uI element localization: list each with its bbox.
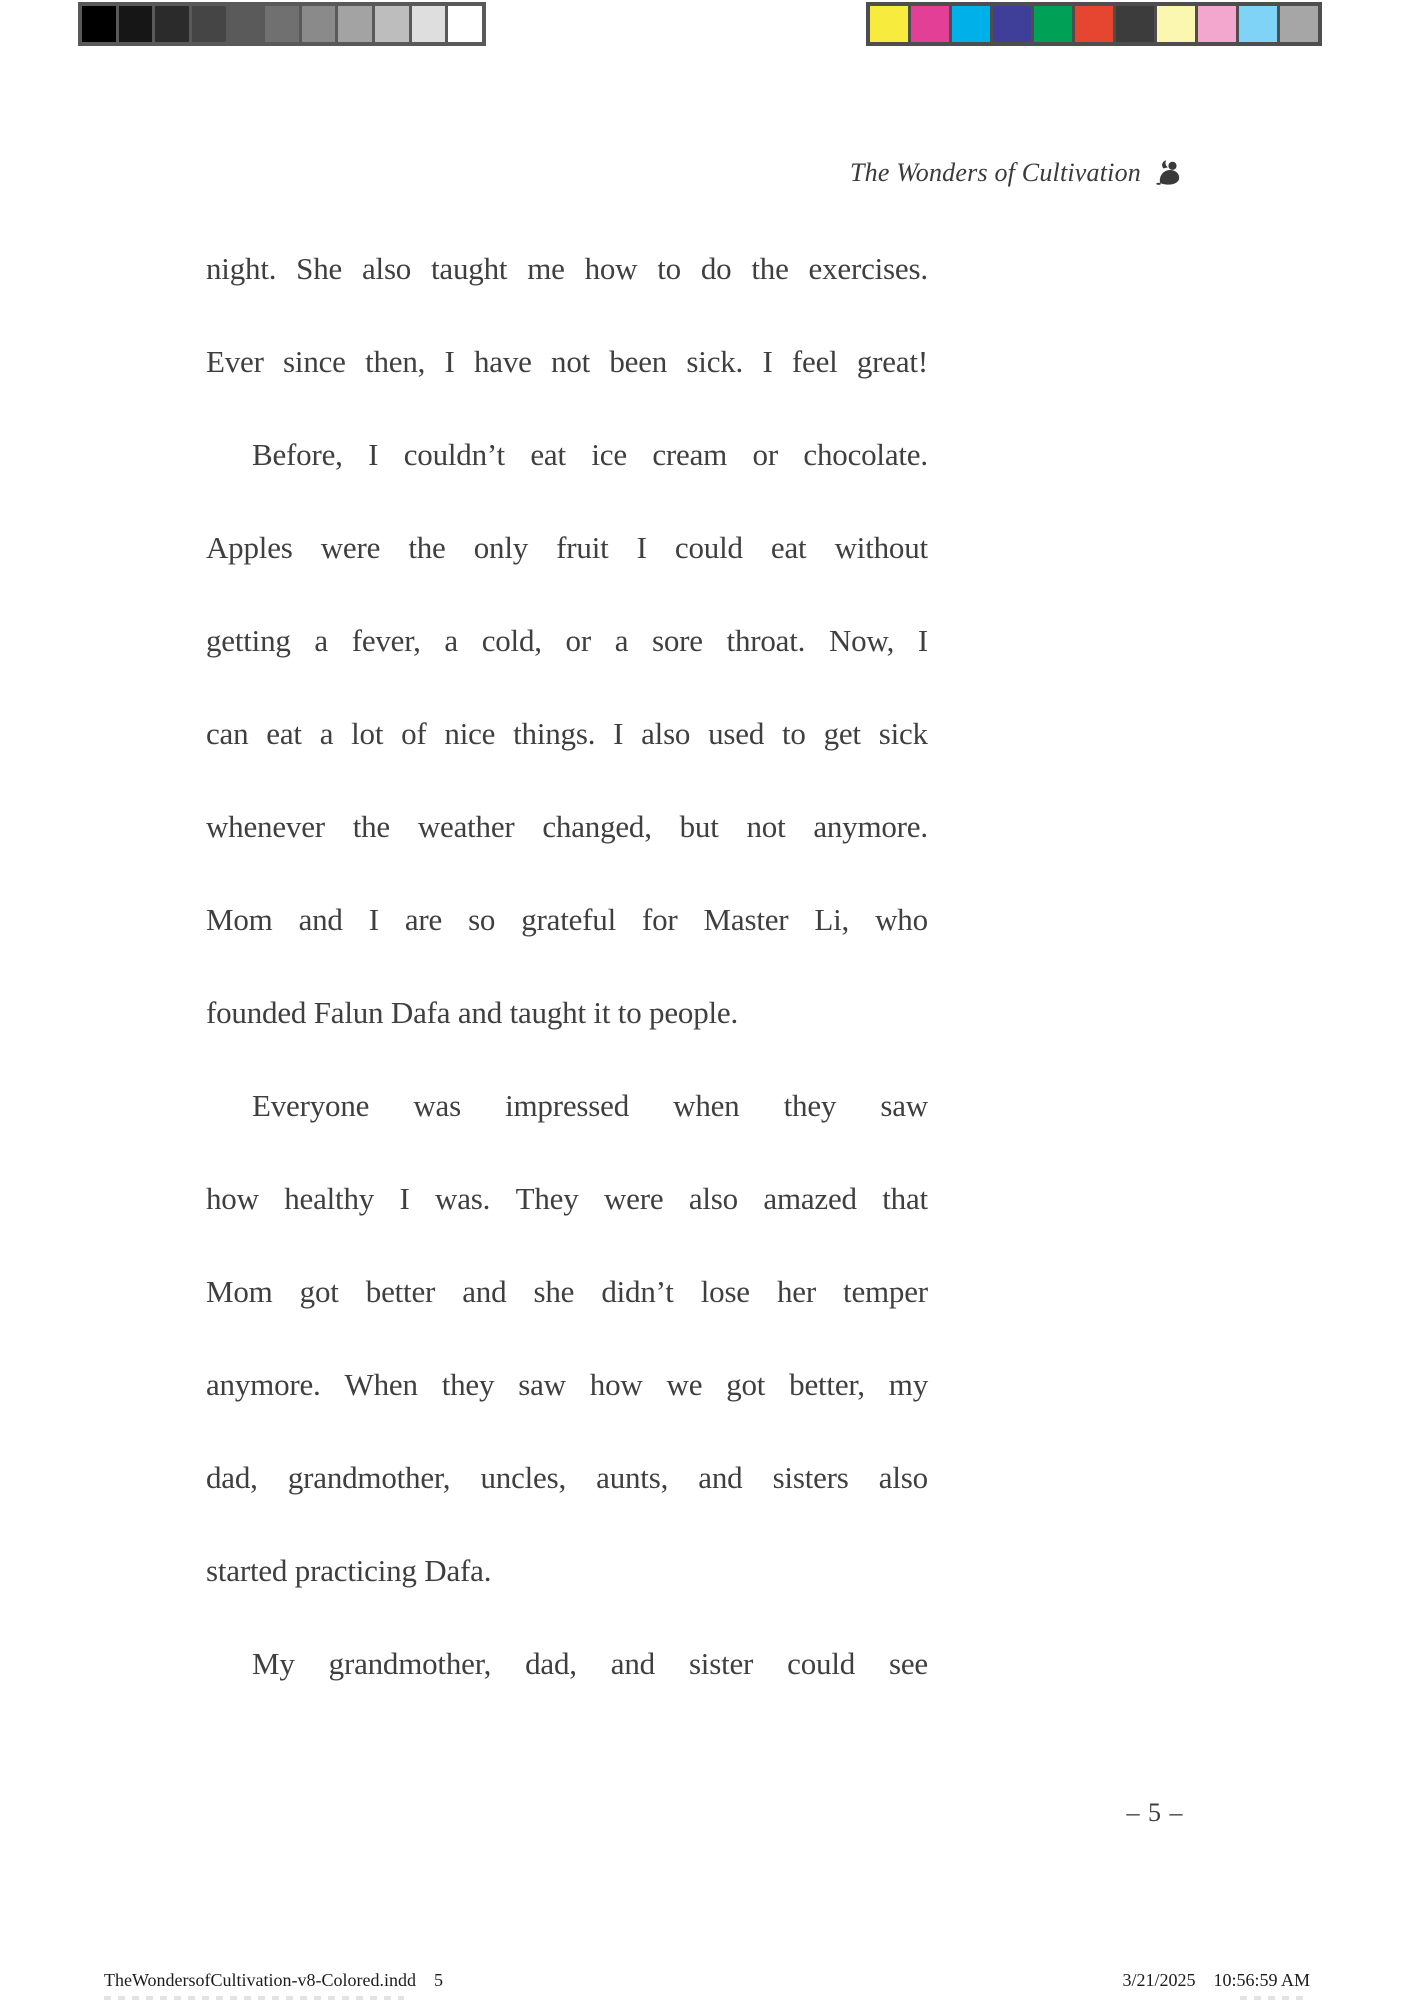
calibration-swatch [192,6,226,42]
meditator-ornament-icon [1150,158,1186,188]
clipped-text-artifact [104,1996,404,2000]
body-text-line: can eat a lot of nice things. I also used to get sick [206,716,928,751]
body-text [206,222,928,1710]
calibration-swatch [229,6,263,42]
body-text-line: Mom got better and she didn’t lose her temper [206,1274,928,1309]
grayscale-calibration-bar [78,2,486,46]
calibration-swatch [911,6,949,42]
body-text-line: started practicing Dafa. [206,1553,492,1588]
calibration-swatch [1280,6,1318,42]
calibration-swatch [1239,6,1277,42]
body-text-line: getting a fever, a cold, or a sore throat. Now, I [206,623,928,658]
body-text-line: Mom and I are so grateful for Master Li, who [206,902,928,937]
slug-timestamp [1122,1970,1310,1991]
calibration-swatch [119,6,153,42]
calibration-swatch [302,6,336,42]
calibration-swatch [265,6,299,42]
calibration-swatch [1198,6,1236,42]
calibration-swatch [338,6,372,42]
calibration-swatch [952,6,990,42]
body-text-line: night. She also taught me how to do the exercises. [206,251,928,286]
calibration-swatch [155,6,189,42]
calibration-swatch [993,6,1031,42]
color-calibration-bar [866,2,1322,46]
body-text-line: Before, I couldn’t eat ice cream or chocolate. [252,437,928,472]
running-title: The Wonders of Cultivation [850,158,1141,187]
calibration-swatch [1116,6,1154,42]
calibration-swatch [448,6,482,42]
slug-document-name: TheWondersofCultivation-v8-Colored.indd [104,1970,416,1990]
calibration-swatch [82,6,116,42]
calibration-swatch [375,6,409,42]
calibration-swatch [1034,6,1072,42]
body-text-line: Apples were the only fruit I could eat without [206,530,928,565]
body-text-line: My grandmother, dad, and sister could see [252,1646,928,1681]
calibration-swatch [1075,6,1113,42]
slug-page-indicator: 5 [434,1970,443,1990]
body-text-line: Everyone was impressed when they saw [252,1088,928,1123]
calibration-swatch [412,6,446,42]
page-number: – 5 – [1126,1798,1184,1827]
calibration-swatch [870,6,908,42]
body-text-line: founded Falun Dafa and taught it to people. [206,995,739,1030]
body-text-line: anymore. When they saw how we got better, my [206,1367,928,1402]
body-text-line: dad, grandmother, uncles, aunts, and sisters also [206,1460,928,1495]
running-header [850,158,1186,188]
slug-date: 3/21/2025 [1122,1970,1196,1990]
slug-filename [104,1970,443,1991]
calibration-swatch [1157,6,1195,42]
body-text-line: Ever since then, I have not been sick. I feel great! [206,344,928,379]
body-text-line: how healthy I was. They were also amazed that [206,1181,928,1216]
clipped-text-artifact [1240,1996,1310,2000]
slug-time: 10:56:59 AM [1213,1970,1310,1990]
body-text-line: whenever the weather changed, but not anymore. [206,809,928,844]
